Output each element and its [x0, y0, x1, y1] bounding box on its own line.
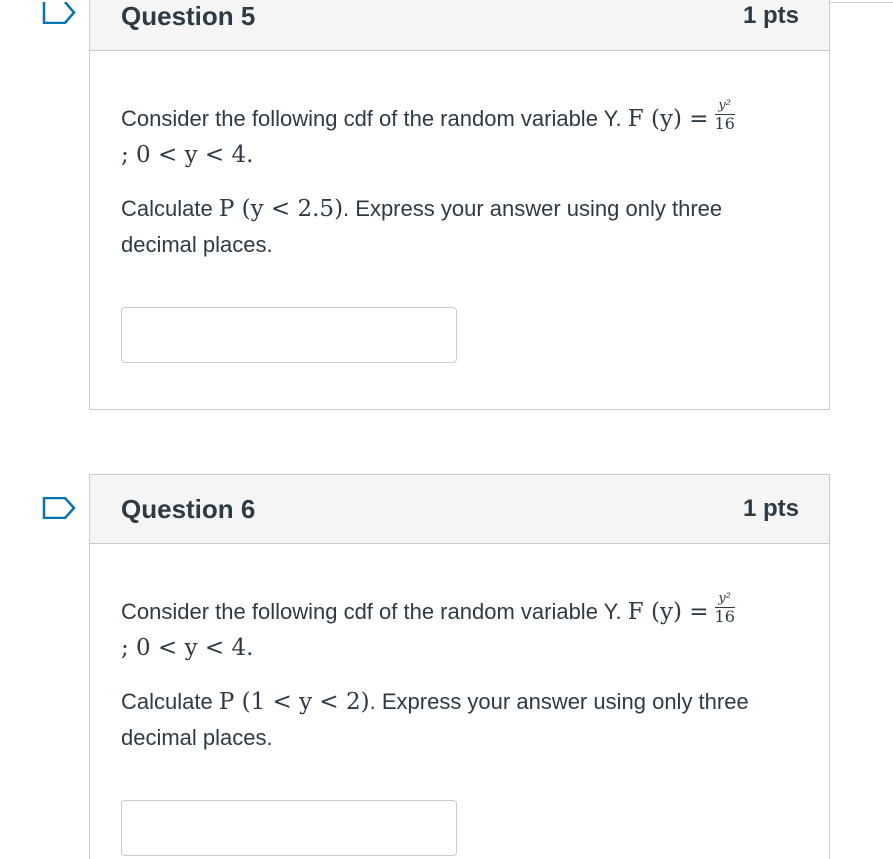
question-title: Question 5: [121, 0, 256, 31]
question-intro: Consider the following cdf of the random variable Y.: [121, 599, 628, 624]
cdf-lhs: F (y) =: [627, 599, 709, 625]
answer-input[interactable]: [121, 800, 457, 856]
question-instruction: [121, 684, 799, 756]
question-5-card: [89, 0, 830, 410]
cdf-denominator: 16: [714, 114, 735, 134]
cdf-fraction: [715, 592, 735, 626]
cdf-numerator: y²: [715, 99, 735, 115]
question-instruction: [121, 191, 799, 263]
answer-input[interactable]: [121, 307, 457, 363]
question-text: [121, 51, 799, 173]
question-6-body: [90, 544, 829, 756]
cdf-fraction: [715, 99, 735, 133]
cdf-domain: ; 0 < y < 4.: [121, 142, 254, 169]
question-text: [121, 544, 799, 666]
flag-question-5-icon[interactable]: [42, 2, 76, 22]
cdf-numerator: y²: [715, 592, 735, 608]
probability-expression: P (1 < y < 2): [218, 689, 370, 716]
question-points: 1 pts: [742, 495, 799, 522]
flag-question-6-icon[interactable]: [42, 497, 76, 519]
question-5-body: [90, 51, 829, 263]
question-6-header: [90, 475, 829, 544]
question-title: Question 6: [121, 493, 256, 524]
question-6-card: [89, 474, 830, 859]
question-5-header: [90, 0, 829, 51]
question-points: 1 pts: [742, 2, 799, 29]
cdf-domain: ; 0 < y < 4.: [121, 635, 254, 662]
instruction-suffix: . Express your answer using only three decimal places.: [121, 196, 723, 258]
cdf-denominator: 16: [714, 607, 735, 627]
instruction-prefix: Calculate: [121, 196, 219, 222]
cdf-lhs: F (y) =: [627, 106, 709, 132]
instruction-suffix: . Express your answer using only three decimal places.: [121, 689, 749, 751]
instruction-prefix: Calculate: [121, 689, 219, 715]
question-intro: Consider the following cdf of the random variable Y.: [121, 106, 628, 131]
probability-expression: P (y < 2.5): [218, 196, 344, 223]
